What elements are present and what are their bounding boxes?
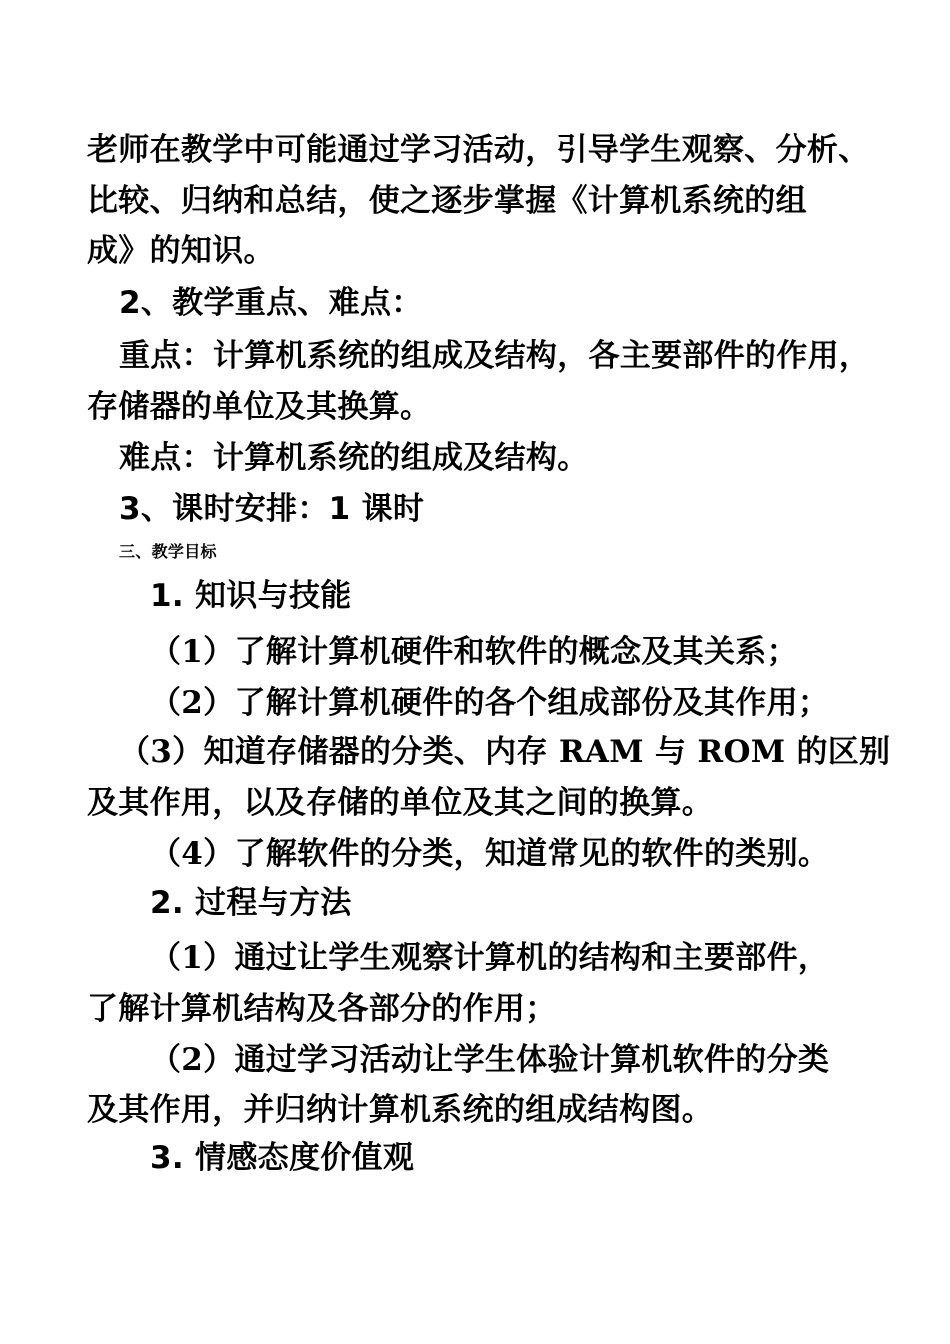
subsection-heading: 1. 知识与技能 [150, 578, 352, 614]
list-item: （2）通过学习活动让学生体验计算机软件的分类 [150, 1042, 830, 1078]
subsection-heading: 2. 过程与方法 [150, 885, 352, 921]
paragraph-line: 老师在教学中可能通过学习活动，引导学生观察、分析、 [87, 132, 870, 168]
list-item: （2）了解计算机硬件的各个组成部份及其作用； [150, 685, 830, 721]
paragraph-line: 难点：计算机系统的组成及结构。 [119, 440, 589, 476]
section-heading: 2、教学重点、难点： [119, 285, 423, 321]
list-item-continuation: 及其作用，以及存储的单位及其之间的换算。 [87, 785, 713, 821]
section-heading: 三、教学目标 [119, 542, 217, 561]
section-heading: 3、课时安排：1 课时 [119, 491, 425, 527]
paragraph-line: 存储器的单位及其换算。 [87, 389, 432, 425]
list-item: （4）了解软件的分类，知道常见的软件的类别。 [150, 836, 830, 872]
list-item: （3）知道存储器的分类、内存 RAM 与 ROM 的区别 [119, 734, 891, 770]
list-item-continuation: 及其作用，并归纳计算机系统的组成结构图。 [87, 1092, 713, 1128]
paragraph-line: 比较、归纳和总结，使之逐步掌握《计算机系统的组 [87, 183, 807, 219]
paragraph-line: 成》的知识。 [87, 233, 275, 269]
list-item: （1）通过让学生观察计算机的结构和主要部件， [150, 940, 830, 976]
list-item: （1）了解计算机硬件和软件的概念及其关系； [150, 634, 798, 670]
list-item-continuation: 了解计算机结构及各部分的作用； [87, 991, 557, 1027]
subsection-heading: 3. 情感态度价值观 [150, 1140, 415, 1176]
paragraph-line: 重点：计算机系统的组成及结构，各主要部件的作用， [119, 338, 871, 374]
